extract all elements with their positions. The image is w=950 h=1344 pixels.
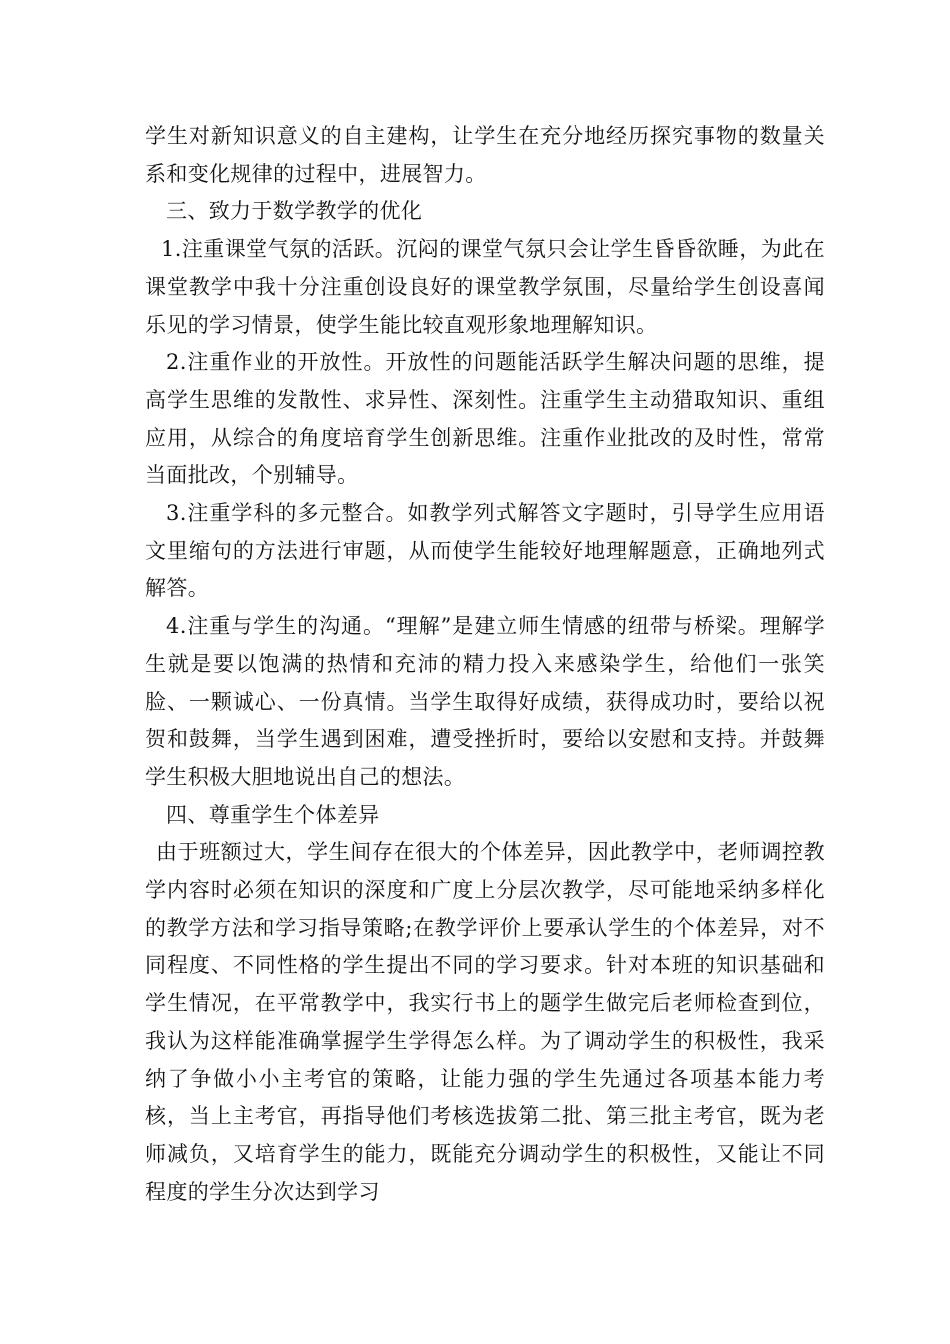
paragraph-item-1: 1.注重课堂气氛的活跃。沉闷的课堂气氛只会让学生昏昏欲睡，为此在课堂教学中我十分注重创设良好的课堂教学氛围，尽量给学生创设喜闻乐见的学习情景，使学生能比较直观形象地理解知识。 [145, 237, 825, 337]
paragraph-individual-differences: 由于班额过大，学生间存在很大的个体差异，因此教学中，老师调控教学内容时必须在知识的深度和广度上分层次教学，尽可能地采纳多样化的教学方法和学习指导策略;在教学评价上要承认学生的个体差异，对不同程度、不同性格的学生提出不同的学习要求。针对本班的知识基础和学生情况，在平常教学中，我实行书上的题学生做完后老师检查到位，我认为这样能准确掌握学生学得怎么样。为了调动学生的积极性，我采纳了争做小小主考官的策略，让能力强的学生先通过各项基本能力考核，当上主考官，再指导他们考核选拔第二批、第三批主考官，既为老师减负，又培育学生的能力，既能充分调动学生的积极性，又能让不同程度的学生分次达到学习 [145, 840, 825, 1204]
section-heading-4: 四、尊重学生个体差异 [166, 802, 380, 827]
paragraph-item-4: 4.注重与学生的沟通。“理解”是建立师生情感的纽带与桥梁。理解学生就是要以饱满的热情和充沛的精力投入来感染学生，给他们一张笑脸、一颗诚心、一份真情。当学生取得好成绩，获得成功时，要给以祝贺和鼓舞，当学生遇到困难，遭受挫折时，要给以安慰和支持。并鼓舞学生积极大胆地说出自己的想法。 [145, 614, 825, 789]
paragraph-item-3: 3.注重学科的多元整合。如教学列式解答文字题时，引导学生应用语文里缩句的方法进行审题，从而使学生能较好地理解题意，正确地列式解答。 [145, 501, 825, 601]
paragraph-item-2: 2.注重作业的开放性。开放性的问题能活跃学生解决问题的思维，提高学生思维的发散性、求异性、深刻性。注重学生主动猎取知识、重组应用，从综合的角度培育学生创新思维。注重作业批改的及时性，常常当面批改，个别辅导。 [145, 350, 825, 488]
paragraph-continuation: 学生对新知识意义的自主建构，让学生在充分地经历探究事物的数量关系和变化规律的过程中，进展智力。 [145, 124, 825, 186]
document-body [145, 118, 825, 1211]
section-heading-3: 三、致力于数学教学的优化 [166, 199, 423, 224]
